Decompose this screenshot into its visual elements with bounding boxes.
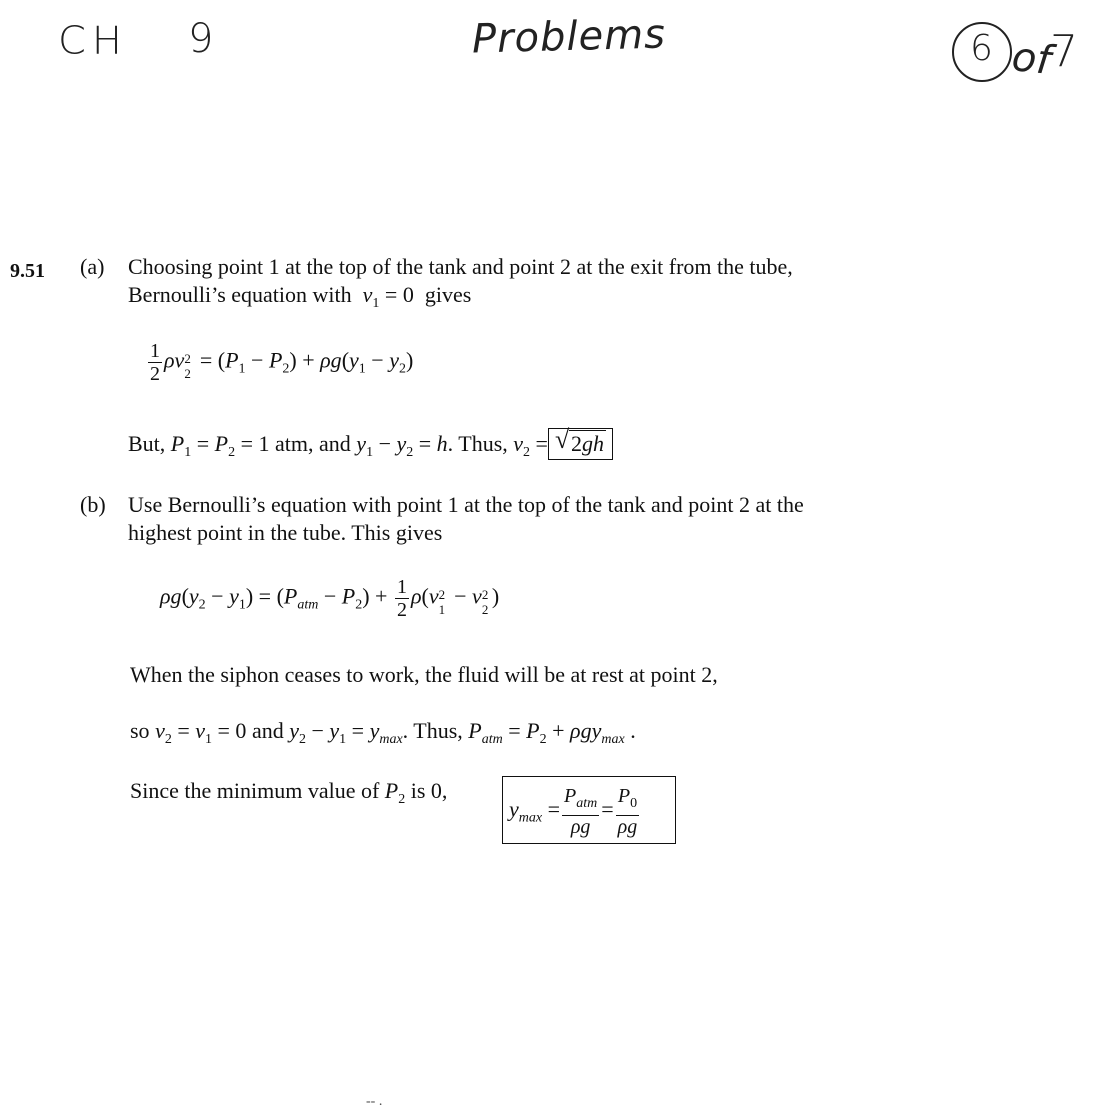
- page-number: 6: [970, 28, 993, 69]
- part-b-text-line1: Use Bernoulli’s equation with point 1 at the top of the tank and point 2 at the: [128, 492, 804, 517]
- part-b-text-line3: When the siphon ceases to work, the fluid will be at rest at point 2,: [130, 662, 718, 687]
- page-of: of: [1009, 34, 1053, 84]
- part-b-line5-suffix: is 0,: [410, 778, 448, 803]
- problem-number: 9.51: [10, 260, 45, 282]
- page-total: 7: [1050, 26, 1078, 77]
- part-a-line2-prefix: Bernoulli’s equation with: [128, 282, 352, 307]
- part-a-result-thus: . Thus,: [447, 431, 508, 456]
- ymax-equation: $y_{max}$ = $\frac{P_{atm}}{\rho g}$ = $\frac{P_0}{\rho g}$: [509, 785, 638, 838]
- part-a-label: (a): [80, 254, 105, 279]
- part-b-text-line2: highest point in the tube. This gives: [128, 520, 443, 545]
- part-b-line4-thus: . Thus,: [402, 718, 463, 743]
- footer-mark: -- .: [366, 1094, 383, 1109]
- part-a-text-line2: Bernoulli’s equation with $v_1 = 0$ gives: [128, 282, 472, 311]
- page-title: Problems: [471, 11, 667, 63]
- part-b-label: (b): [80, 492, 106, 517]
- page-counter: [950, 18, 1090, 98]
- part-a-result-mid: , and: [308, 431, 351, 456]
- part-a-answer-box: √ 2gh: [548, 428, 613, 460]
- part-b-answer-box: [502, 776, 676, 844]
- part-a-line2-suffix: gives: [424, 282, 472, 307]
- part-b-text-line4: so $v_2 = v_1 = 0$ and $y_2 - y_1 = y_{max}$. Thus, $P_{atm} = P_2 + \rho gy_{max}$ .: [130, 718, 636, 747]
- part-a-text-line1: Choosing point 1 at the top of the tank and point 2 at the exit from the tube,: [128, 254, 793, 279]
- chapter-number: 9: [188, 16, 214, 62]
- part-b-line5-prefix: Since the minimum value of: [130, 778, 380, 803]
- part-b-line4-and: and: [251, 718, 284, 743]
- part-b-text-line5: Since the minimum value of $P_2$ is 0,: [130, 778, 448, 807]
- chapter-label: CH: [58, 19, 129, 63]
- part-a-result: But, $P_1 = P_2 = 1$ atm, and $y_1 - y_2 = h$. Thus, $v_2$ = √ 2gh: [128, 428, 613, 466]
- part-a-result-prefix: But,: [128, 431, 166, 456]
- bernoulli-equation-a: $\frac{1}{2}$ ρv 2 2 = $(P_1 - P_2) + \rho g(y_1 - y_2)$: [150, 340, 414, 385]
- part-b-line4-prefix: so: [130, 718, 150, 743]
- bernoulli-equation-b: $\rho g(y_2 - y_1) = (P_{atm} - P_2)$ + $\frac{1}{2}$ ρ(v 2 1 − v 2 2 ): [160, 576, 500, 621]
